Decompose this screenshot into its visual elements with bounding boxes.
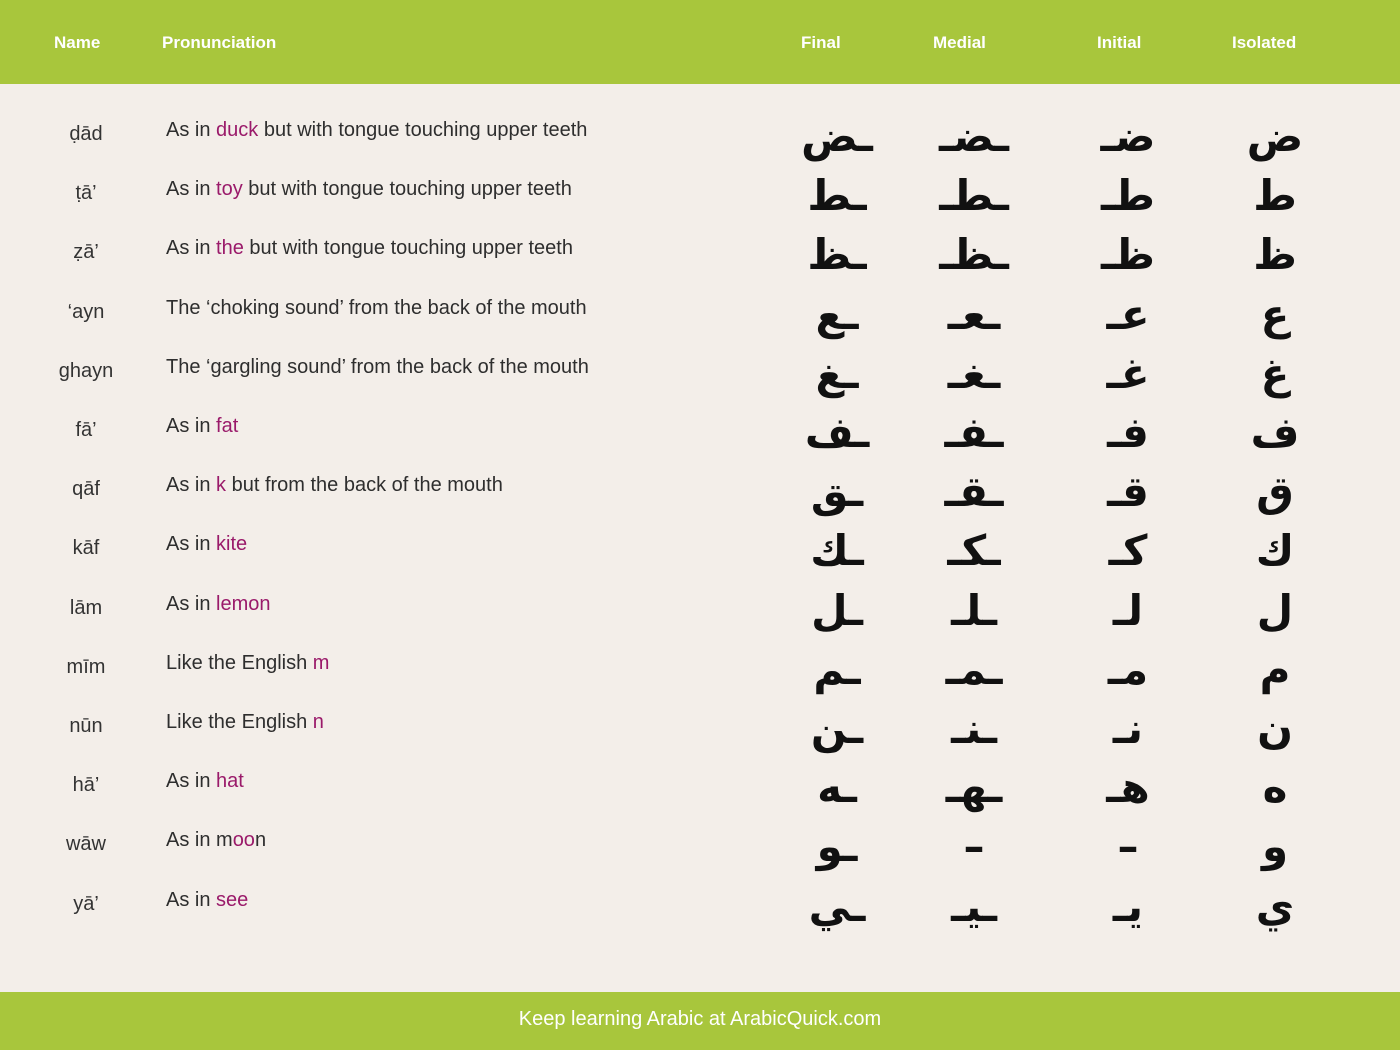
- table-row: [0, 521, 1400, 581]
- medial-form-glyph: ـهـ: [945, 763, 1003, 813]
- pronunciation-text: [166, 297, 587, 320]
- medial-form-glyph: ـنـ: [951, 704, 997, 753]
- letter-name: mīm: [66, 655, 106, 678]
- pronunciation-segment: As in: [166, 533, 217, 556]
- pronunciation-text: [166, 415, 238, 438]
- final-form-glyph: ـو: [816, 822, 858, 872]
- letter-name: ‘ayn: [67, 300, 105, 323]
- initial-form-glyph: غـ: [1106, 348, 1150, 398]
- final-form-glyph: ـك: [810, 526, 864, 576]
- highlighted-sound: oo: [232, 829, 255, 852]
- isolated-form-glyph: ف: [1250, 408, 1300, 457]
- header-pronunciation: Pronunciation: [162, 33, 277, 52]
- footer-text[interactable]: Keep learning Arabic at ArabicQuick.com: [518, 1008, 882, 1030]
- pronunciation-text: [166, 889, 248, 912]
- initial-form-glyph: قـ: [1107, 467, 1149, 517]
- highlighted-sound: toy: [216, 178, 243, 201]
- pronunciation-segment: As in: [166, 474, 217, 497]
- final-form-glyph: ـي: [808, 881, 866, 931]
- pronunciation-segment: but with tongue touching upper teeth: [258, 119, 588, 141]
- final-form-glyph: ـض: [801, 112, 873, 161]
- medial-form-glyph: ـكـ: [947, 526, 1001, 576]
- isolated-form-glyph: ن: [1257, 704, 1293, 753]
- letter-name: ḍād: [69, 123, 103, 145]
- pronunciation-text: [166, 770, 244, 793]
- pronunciation-segment: Like the English: [166, 711, 313, 733]
- letter-name: hā’: [72, 774, 100, 797]
- letter-name: ṭā’: [75, 182, 97, 205]
- pronunciation-segment: As in: [166, 770, 217, 793]
- table-row: [0, 758, 1400, 818]
- initial-form-glyph: –: [1117, 822, 1139, 872]
- initial-form-glyph: طـ: [1101, 171, 1155, 221]
- header-medial: Medial: [933, 33, 986, 52]
- pronunciation-segment: n: [254, 829, 267, 852]
- medial-form-glyph: ـمـ: [945, 644, 1003, 694]
- pronunciation-text: [166, 533, 247, 556]
- table-row: [0, 344, 1400, 404]
- pronunciation-segment: As in m: [166, 829, 233, 852]
- table-row: [0, 285, 1400, 345]
- isolated-form-glyph: ط: [1253, 171, 1297, 221]
- pronunciation-segment: As in: [166, 592, 217, 615]
- highlighted-sound: duck: [216, 119, 259, 141]
- pronunciation-text: [166, 593, 271, 616]
- isolated-form-glyph: م: [1259, 644, 1291, 694]
- pronunciation-segment: but with tongue touching upper teeth: [243, 237, 573, 260]
- letter-name: fā’: [75, 419, 97, 441]
- header-final: Final: [801, 33, 841, 52]
- isolated-form-glyph: و: [1261, 822, 1289, 872]
- table-row: [0, 403, 1400, 463]
- pronunciation-text: [166, 356, 589, 379]
- table-row: [0, 640, 1400, 700]
- isolated-form-glyph: غ: [1260, 348, 1290, 398]
- letter-name: ghayn: [58, 359, 114, 382]
- table-header: [0, 0, 1400, 84]
- final-form-glyph: ـط: [807, 171, 867, 221]
- pronunciation-text: [166, 652, 329, 675]
- highlighted-sound: the: [216, 237, 244, 260]
- initial-form-glyph: لـ: [1112, 585, 1144, 635]
- final-form-glyph: ـه: [817, 763, 857, 813]
- table-row: [0, 877, 1400, 937]
- table-row: [0, 581, 1400, 641]
- isolated-form-glyph: ع: [1260, 289, 1290, 339]
- initial-form-glyph: نـ: [1112, 704, 1144, 753]
- table-row: [0, 817, 1400, 877]
- table-row: [0, 107, 1400, 167]
- pronunciation-segment: As in: [166, 415, 217, 437]
- highlighted-sound: fat: [216, 415, 239, 437]
- pronunciation-text: [166, 178, 572, 201]
- initial-form-glyph: عـ: [1106, 289, 1150, 339]
- medial-form-glyph: ـعـ: [947, 289, 1001, 339]
- header-initial: Initial: [1097, 33, 1142, 52]
- table-row: [0, 225, 1400, 285]
- final-form-glyph: ـل: [811, 585, 863, 635]
- initial-form-glyph: كـ: [1108, 526, 1148, 576]
- medial-form-glyph: ـيـ: [951, 881, 997, 931]
- final-form-glyph: ـف: [804, 408, 870, 457]
- isolated-form-glyph: ظ: [1253, 230, 1297, 280]
- final-form-glyph: ـن: [810, 704, 864, 753]
- letter-name: qāf: [72, 478, 100, 501]
- initial-form-glyph: هـ: [1106, 763, 1150, 813]
- pronunciation-text: [166, 237, 573, 260]
- medial-form-glyph: ـغـ: [947, 348, 1001, 398]
- initial-form-glyph: مـ: [1107, 644, 1149, 694]
- final-form-glyph: ـق: [810, 467, 864, 517]
- highlighted-sound: hat: [216, 770, 244, 793]
- isolated-form-glyph: ك: [1255, 526, 1295, 576]
- medial-form-glyph: ـفـ: [944, 408, 1004, 457]
- highlighted-sound: m: [312, 651, 330, 674]
- pronunciation-segment: As in: [166, 119, 217, 141]
- pronunciation-text: [166, 474, 503, 497]
- isolated-form-glyph: ض: [1246, 112, 1304, 161]
- isolated-form-glyph: ل: [1256, 585, 1294, 635]
- pronunciation-text: [166, 711, 324, 734]
- pronunciation-segment: but from the back of the mouth: [226, 474, 503, 497]
- footer: [0, 992, 1400, 1050]
- pronunciation-segment: The ‘choking sound’ from the back of the mouth: [166, 296, 587, 319]
- letter-name: nūn: [69, 715, 103, 737]
- letter-name: wāw: [65, 833, 106, 856]
- isolated-form-glyph: ي: [1255, 881, 1295, 931]
- medial-form-glyph: –: [963, 822, 985, 872]
- pronunciation-text: [166, 119, 587, 142]
- letter-name: yā’: [73, 892, 99, 915]
- initial-form-glyph: يـ: [1112, 881, 1144, 931]
- header-isolated: Isolated: [1232, 33, 1297, 52]
- medial-form-glyph: ـقـ: [944, 467, 1004, 517]
- final-form-glyph: ـظ: [807, 230, 867, 280]
- medial-form-glyph: ـلـ: [951, 585, 997, 635]
- pronunciation-segment: As in: [166, 888, 217, 911]
- pronunciation-segment: but with tongue touching upper teeth: [242, 178, 572, 201]
- initial-form-glyph: فـ: [1107, 408, 1149, 457]
- medial-form-glyph: ـضـ: [938, 112, 1010, 161]
- pronunciation-segment: Like the English: [166, 651, 313, 674]
- pronunciation-text: [166, 829, 266, 852]
- final-form-glyph: ـغ: [815, 348, 859, 398]
- pronunciation-segment: The ‘gargling sound’ from the back of the mouth: [166, 355, 589, 378]
- pronunciation-segment: As in: [166, 237, 217, 260]
- final-form-glyph: ـم: [813, 644, 861, 694]
- highlighted-sound: n: [312, 711, 324, 733]
- final-form-glyph: ـع: [815, 289, 859, 339]
- highlighted-sound: k: [216, 474, 227, 497]
- header-name: Name: [54, 33, 101, 52]
- table-row: [0, 166, 1400, 226]
- medial-form-glyph: ـطـ: [939, 171, 1009, 221]
- medial-form-glyph: ـظـ: [939, 230, 1009, 280]
- highlighted-sound: kite: [216, 533, 248, 556]
- table-row: [0, 699, 1400, 759]
- letter-name: ẓā’: [73, 241, 99, 264]
- isolated-form-glyph: ق: [1256, 467, 1294, 517]
- initial-form-glyph: ظـ: [1101, 230, 1155, 280]
- pronunciation-segment: As in: [166, 178, 217, 201]
- initial-form-glyph: ضـ: [1100, 112, 1156, 161]
- highlighted-sound: see: [216, 888, 249, 911]
- table-row: [0, 462, 1400, 522]
- isolated-form-glyph: ه: [1262, 763, 1288, 813]
- letter-name: lām: [69, 596, 103, 619]
- highlighted-sound: lemon: [216, 592, 271, 615]
- letter-name: kāf: [72, 537, 100, 560]
